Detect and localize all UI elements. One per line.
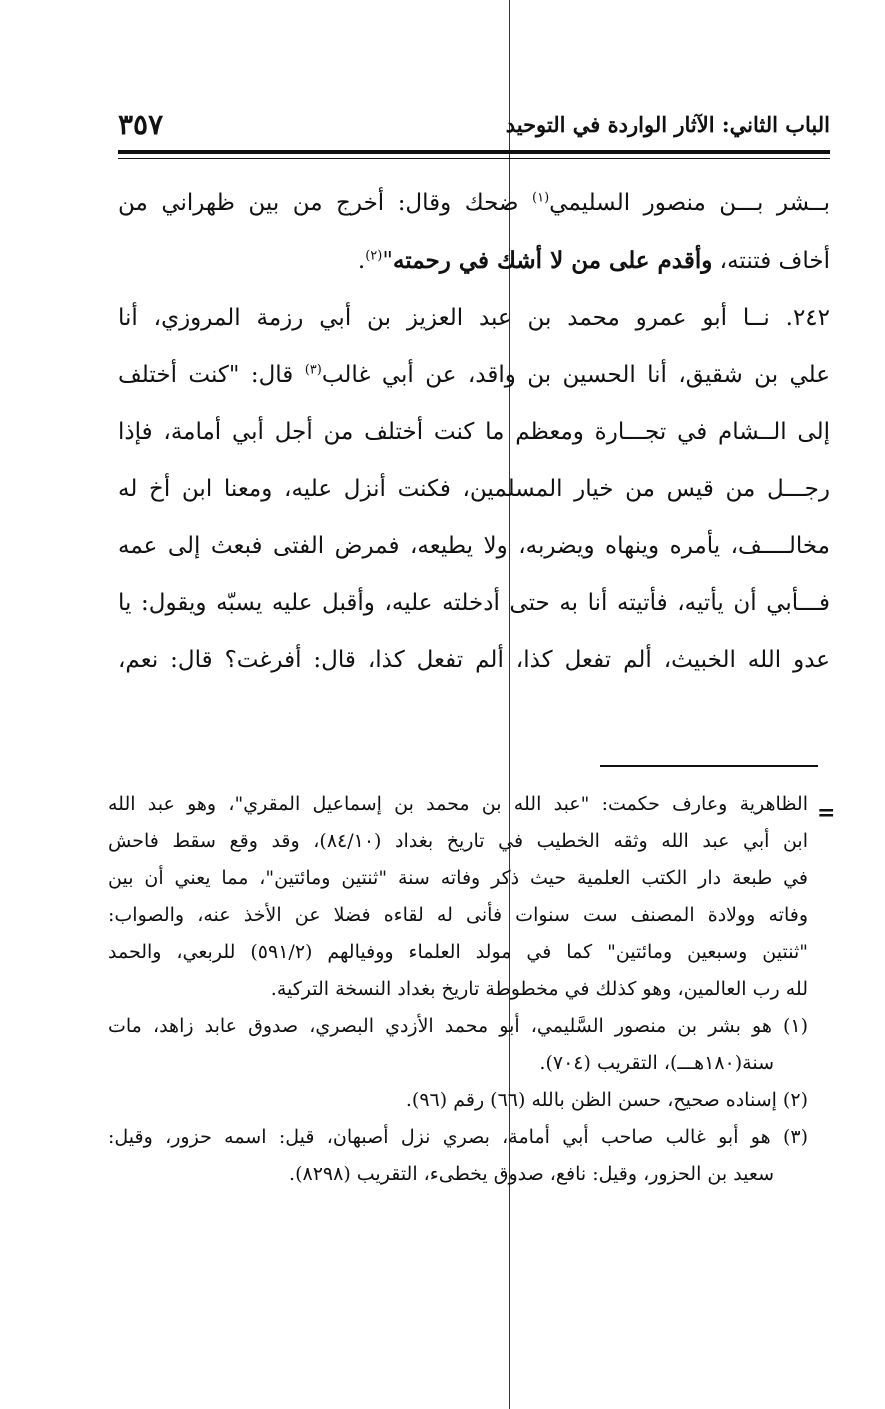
- running-header: [118, 108, 830, 154]
- footnote-3: [108, 1119, 808, 1193]
- text-line: بــشر بـــن منصور السليمي$^{(١)}$ ضحك وقال: أخرج من بين ظهراني من: [118, 190, 830, 216]
- footnote-line: في طبعة دار الكتب العلمية حيث ذكر وفاته سنة "ثنتين ومائتين"، مما يعني أن بين: [108, 867, 808, 889]
- footnote-line: ابن أبي عبد الله وثقه الخطيب في تاريخ بغداد (٨٤/١٠)، وقد وقع سقط فاحش: [108, 830, 808, 852]
- footnote-line: لله رب العالمين، وهو كذلك في مخطوطة تاريخ بغداد النسخة التركية.: [270, 978, 808, 1000]
- footnote-line: (٢) إسناده صحيح، حسن الظن بالله (٦٦) رقم (٩٦).: [405, 1089, 808, 1111]
- footnote-line: (١) هو بشر بن منصور السَّليمي، أبو محمد الأزدي البصري، صدوق عابد زاهد، مات: [108, 1015, 808, 1037]
- text-line: إلى الــشام في تجـــارة ومعظم ما كنت أختلف من أجل أبي أمامة، فإذا: [118, 419, 830, 445]
- footnote-line: سعيد بن الحزور، وقيل: نافع، صدوق يخطىء، التقريب (٨٢٩٨).: [289, 1163, 774, 1185]
- footnote-marker: (١): [532, 190, 550, 206]
- main-text: [118, 175, 830, 689]
- footnotes: [108, 786, 808, 1193]
- page-number: ٣٥٧: [118, 108, 164, 141]
- footnote-marker: (٢): [365, 248, 383, 264]
- footnote-line: سنة(١٨٠هـــ)، التقريب (٧٠٤).: [539, 1052, 774, 1074]
- footnote-2: [108, 1082, 808, 1119]
- footnote-separator: [600, 765, 818, 767]
- footnote-continued: [108, 786, 808, 1008]
- header-rule-thick: [118, 150, 830, 154]
- text-line: رجـــل من قيس من خيار المسلمين، فكنت أنزل عليه، ومعنا ابن أخ له: [118, 476, 830, 502]
- footnote-line: الظاهرية وعارف حكمت: "عبد الله بن محمد بن إسماعيل المقري"، وهو عبد الله: [108, 793, 808, 815]
- footnote-marker: (٣): [304, 362, 322, 378]
- footnote-line: (٣) هو أبو غالب صاحب أبي أمامة، بصري نزل أصبهان، قيل: اسمه حزور، وقيل:: [108, 1126, 808, 1148]
- text-line: فـــأبي أن يأتيه، فأتيته أنا به حتى أدخلته عليه، وأقبل عليه يسبّه ويقول: يا: [118, 590, 830, 616]
- text-line: عدو الله الخبيث، ألم تفعل كذا، ألم تفعل كذا، قال: أفرغت؟ قال: نعم،: [118, 647, 830, 673]
- footnote-line: وفاته وولادة المصنف ست سنوات فأنى له لقاءه فضلا عن الأخذ عنه، والصواب:: [108, 904, 808, 926]
- footnote-continuation-mark: =: [817, 800, 836, 826]
- text-line: مخالــــف، يأمره وينهاه ويضربه، ولا يطيعه، فمرض الفتى فبعث إلى عمه: [118, 533, 830, 559]
- chapter-title: الباب الثاني: الآثار الواردة في التوحيد: [505, 112, 830, 137]
- text-line: أخاف فتنته، وأقدم على من لا أشك في رحمته"$^{(٢)}$.: [357, 247, 830, 274]
- text-line: ٢٤٢. نــا أبو عمرو محمد بن عبد العزيز بن أبي رزمة المروزي، أنا: [118, 305, 830, 331]
- footnote-1: [108, 1008, 808, 1082]
- header-rule-thin: [118, 158, 830, 159]
- text-line: علي بن شقيق، أنا الحسين بن واقد، عن أبي غالب$^{(٣)}$ قال: "كنت أختلف: [118, 362, 831, 388]
- footnote-line: "ثنتين وسبعين ومائتين" كما في مولد العلماء ووفيالهم (٥٩١/٢) للربعي، والحمد: [108, 941, 808, 963]
